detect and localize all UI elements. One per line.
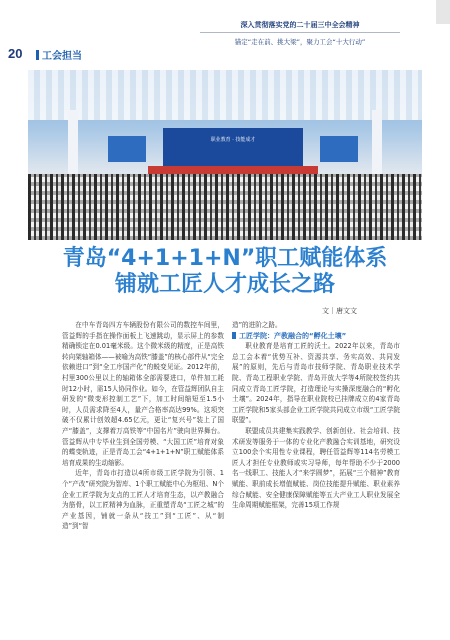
photo-stage-banner: 职业教育 · 技能成才	[210, 137, 256, 143]
photo-ceiling	[28, 70, 422, 120]
article-title-line-1: 青岛“4+1+1+N”职工赋能体系	[62, 246, 388, 271]
photo-pillar	[372, 110, 382, 180]
paragraph: 在中车青岛四方车辆股份有限公司的数控车间里，管益辉的手指在操作面板上飞速跳动，显示屏上的参数精确锁定在0.01毫米级。这个微米级的精度，正是高铁转向架轴箱体——被喻为高铁“膝盖”的核心部件从“完全依赖进口”到“全工序国产化”的蜕变见证。2012年前，村里300公里以上的轴箱体全部需要进口，单件加工耗时12小时，需15人协同作业。如今，在管益辉团队自主研发的“微变形控制工艺”下，加工时间缩短至1.5小时，人员需求降至4人，量产合格率高达99%。这项突破不仅累计创效超4.65亿元，更让“复兴号”装上了国产“膝盖”，支撑着万高铁等“中国名片”驶向世界舞台。管益辉从中专毕业生到全国劳模、“大国工匠”培育对象的蝶变轨迹，正是青岛工会“4+1+1+N”职工赋能体系培育成果的生动缩影。	[62, 321, 224, 467]
page-number: 20	[8, 46, 23, 61]
article-title-line-2: 铺就工匠人才成长之路	[114, 272, 335, 297]
paragraph: 近年，青岛市打造以4所市级工匠学院为引领、1个“产改”研究院为智库、1个职工赋能中心为枢纽、N个企业工匠学院为支点的工匠人才培育生态，以产教融合为筋骨，以工匠精神为血脉，正重塑青岛“工匠之城”的产业基因，铺就一条从“技工”到“工匠”、从“制造”到“智	[62, 469, 224, 531]
subheading	[232, 331, 400, 342]
event-photo	[28, 70, 422, 240]
photo-side-screen-left	[108, 136, 146, 162]
section-label	[36, 47, 82, 62]
photo-side-screen-right	[320, 136, 358, 162]
photo-stage-screen	[163, 128, 303, 166]
section-label-text: 工会担当	[42, 51, 82, 62]
article-column-left	[62, 320, 224, 532]
paragraph: 职业教育是培育工匠的沃土。2022年以来，青岛市总工会本着“优势互补、资源共享、务实高效、共同发展”的原则，先后与青岛市技师学院、青岛职业技术学院、青岛工程职业学院、青岛开放大学等4所院校签约共同成立青岛工匠学院，打造理论与实操深度融合的“孵化土壤”。2024年，指导在职业院校已挂牌成立的4家青岛工匠学院和5家头部企业工匠学院共同成立市级“工匠学院联盟”。	[232, 342, 400, 425]
subheading-marker	[232, 332, 236, 339]
photo-pillar	[68, 110, 78, 180]
byline: 文｜唐文文	[322, 307, 357, 315]
paragraph: 联盟成员共建集实践教学、创新创业、社会培训、技术研发等服务于一体的专业化产教融合实训基地，研究设立100余个实用性专业课程，聘任管益辉等114名劳模工匠人才担任专业教师或实习导师，每年帮助不少于2000名一线职工、技能人才“来学圆梦”，拓展“三个精神”教育赋能、职前成长增值赋能、岗位技能提升赋能、职业素养综合赋能、安全健康保障赋能等五大产业工人职业发展全生命周期赋能框架，完善15项工作规	[232, 426, 400, 510]
running-headline	[190, 20, 410, 47]
article-column-right	[232, 320, 400, 511]
photo-audience-rows	[28, 174, 422, 240]
headline-line-2: 锚定“走在前、挑大梁”，聚力工会“十大行动”	[234, 38, 366, 46]
headline-line-1: 深入贯彻落实党的二十届三中全会精神	[240, 21, 360, 29]
headline-rule	[200, 32, 400, 33]
subheading-text: 工匠学院：产教融合的“孵化土壤”	[239, 331, 347, 340]
section-marker	[36, 50, 39, 60]
page-header	[0, 0, 450, 62]
paragraph-continuation: 造”的进阶之路。	[232, 321, 282, 329]
page-corner-tab	[436, 0, 450, 24]
